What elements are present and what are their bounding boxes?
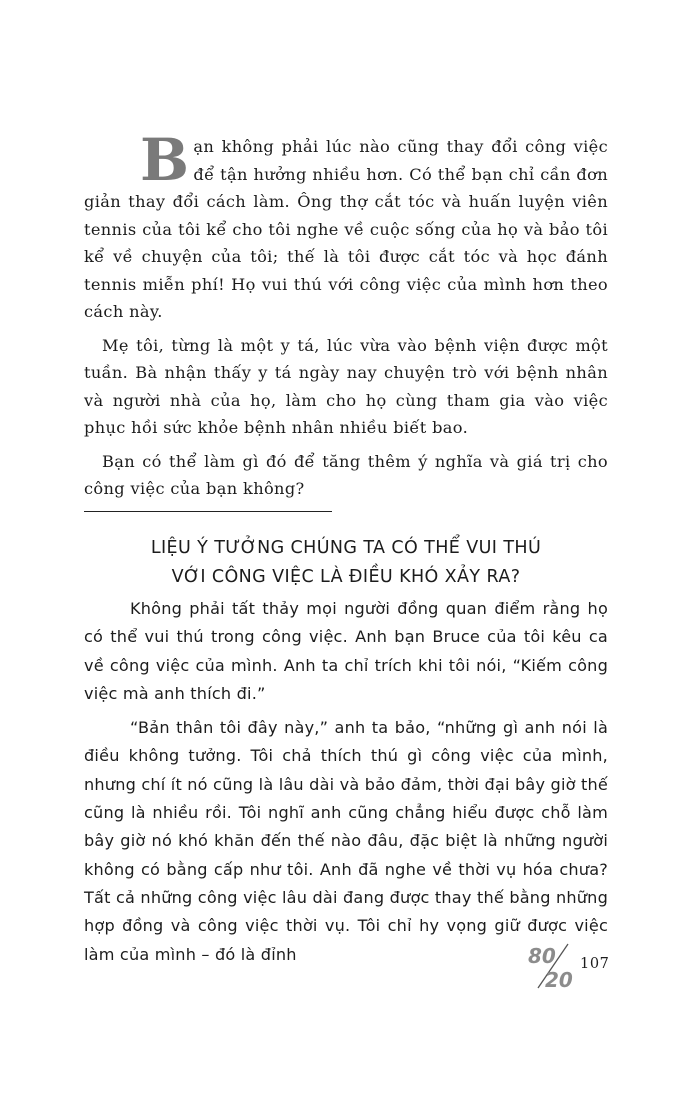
logo-top-number: 80	[528, 944, 556, 968]
intro-paragraph-3: Bạn có thể làm gì đó để tăng thêm ý nghĩa và giá trị cho công việc của bạn không?	[84, 451, 608, 498]
logo-bottom-number: 20	[545, 968, 573, 991]
section-heading	[84, 534, 608, 592]
8020-logo	[525, 941, 579, 991]
section-heading-line-2: VỚI CÔNG VIỆC LÀ ĐIỀU KHÓ XẢY RA?	[171, 567, 521, 587]
intro-paragraph-2: Mẹ tôi, từng là một y tá, lúc vừa vào bệnh viện được một tuần. Bà nhận thấy y tá ngày nay chuyện trò với bệnh nhân và người nhà của họ, làm cho họ cùng tham gia vào việc phục hồi sức khỏe bệnh nhân nhiều biết bao.	[84, 335, 608, 437]
section-divider	[84, 511, 332, 512]
drop-cap: B	[140, 126, 190, 194]
intro-section	[84, 126, 608, 509]
intro-paragraph-1-text: ạn không phải lúc nào cũng thay đổi công việc để tận hưởng nhiều hơn. Có thể bạn chỉ cần đơn giản thay đổi cách làm. Ông thợ cắt tóc và huấn luyện viên tennis của tôi kể cho tôi nghe về cuộc sống của họ và bảo tôi kể về chuyện của tôi; thế là tôi được cắt tóc và học đánh tennis miễn phí! Họ vui thú với công việc của mình hơn theo cách này.	[84, 137, 608, 321]
body-paragraph-2: “Bản thân tôi đây này,” anh ta bảo, “những gì anh nói là điều không tưởng. Tôi chả thích thú gì công việc của mình, nhưng chí ít nó cũng là lâu dài và bảo đảm, thời đại bây giờ thế cũng là nhiều rồi. Tôi nghĩ anh cũng chẳng hiểu được chỗ làm bây giờ nó khó khăn đến thế nào đâu, đặc biệt là những người không có bằng cấp như tôi. Anh đã nghe về thời vụ hóa chưa? Tất cả những công việc lâu dài đang được thay thế bằng những hợp đồng và công việc thời vụ. Tôi chỉ hy vọng giữ được việc làm của mình – đó là đỉnh	[84, 718, 608, 964]
page-number: 107	[580, 956, 610, 972]
body-paragraph-1: Không phải tất thảy mọi người đồng quan điểm rằng họ có thể vui thú trong công việc. Anh bạn Bruce của tôi kêu ca về công việc của mình. Anh ta chỉ trích khi tôi nói, “Kiếm công việc mà anh thích đi.”	[84, 599, 608, 703]
body-section	[84, 595, 608, 975]
intro-paragraph-1	[84, 126, 608, 326]
section-heading-line-1: LIỆU Ý TƯỞNG CHÚNG TA CÓ THỂ VUI THÚ	[150, 538, 542, 558]
